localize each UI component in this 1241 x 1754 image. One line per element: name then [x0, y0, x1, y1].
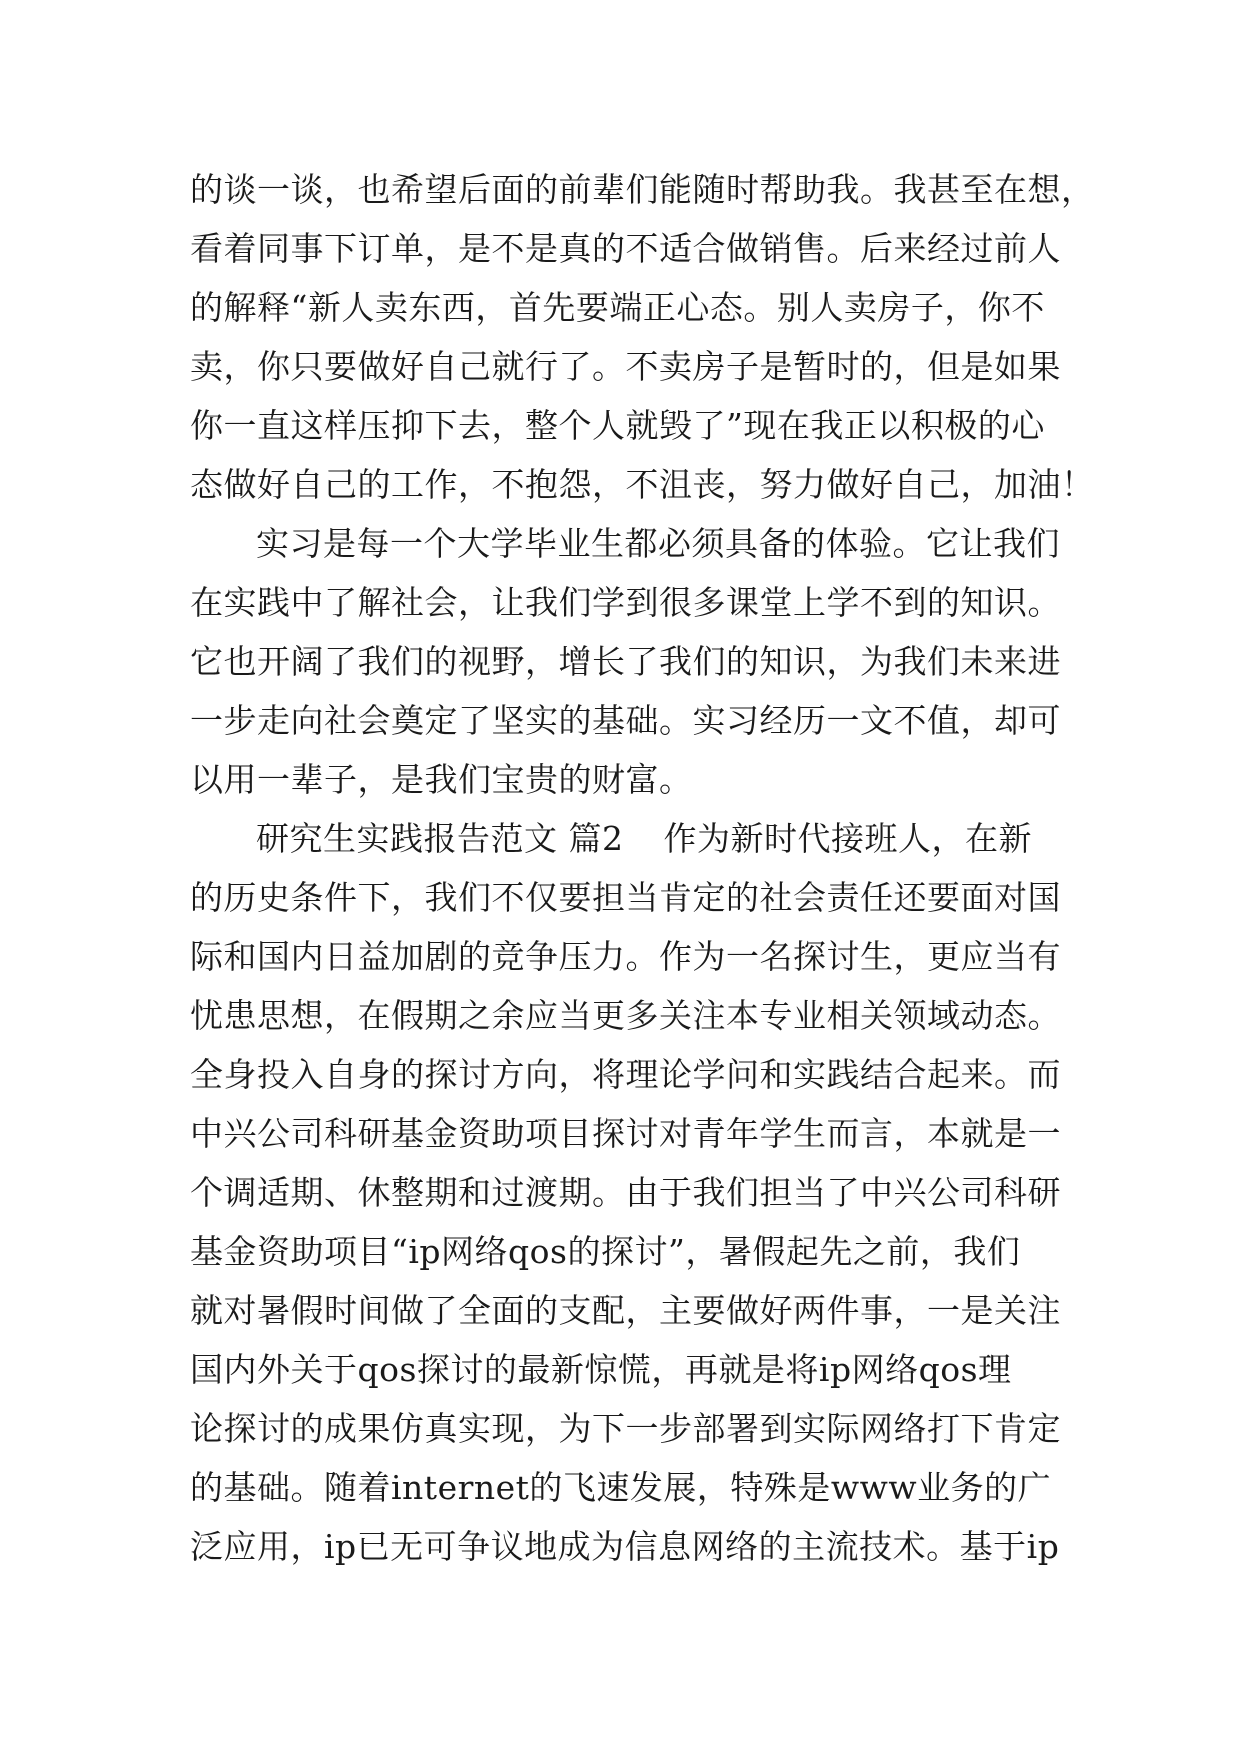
text-line: 的基础。随着internet的飞速发展，特殊是www业务的广 — [190, 1468, 1052, 1507]
text-line: 在实践中了解社会，让我们学到很多课堂上学不到的知识。 — [190, 583, 1061, 622]
text-line: 看着同事下订单，是不是真的不适合做销售。后来经过前人 — [190, 229, 1061, 268]
document-body — [190, 160, 1095, 1576]
text-line: 全身投入自身的探讨方向，将理论学问和实践结合起来。而 — [190, 1055, 1061, 1094]
text-line: 作为新时代接班人，在新 — [663, 819, 1032, 858]
text-line: 一步走向社会奠定了坚实的基础。实习经历一文不值，却可 — [190, 701, 1061, 740]
section-heading: 研究生实践报告范文 篇2 — [256, 819, 624, 858]
text-line: 它也开阔了我们的视野，增长了我们的知识，为我们未来进 — [190, 642, 1061, 681]
text-line: 际和国内日益加剧的竞争压力。作为一名探讨生，更应当有 — [190, 937, 1061, 976]
text-line: 态做好自己的工作，不抱怨，不沮丧，努力做好自己，加油！ — [190, 465, 1095, 504]
text-line: 论探讨的成果仿真实现，为下一步部署到实际网络打下肯定 — [190, 1409, 1061, 1448]
text-line: 泛应用，ip已无可争议地成为信息网络的主流技术。基于ip — [190, 1527, 1060, 1566]
text-line: 的历史条件下，我们不仅要担当肯定的社会责任还要面对国 — [190, 878, 1061, 917]
text-line: 忧患思想，在假期之余应当更多关注本专业相关领域动态。 — [190, 996, 1061, 1035]
text-line: 的解释“新人卖东西，首先要端正心态。别人卖房子，你不 — [190, 288, 1045, 327]
text-line: 个调适期、休整期和过渡期。由于我们担当了中兴公司科研 — [190, 1173, 1061, 1212]
section-heading-line — [190, 809, 1070, 868]
text-line: 就对暑假时间做了全面的支配，主要做好两件事，一是关注 — [190, 1291, 1061, 1330]
text-line: 以用一辈子，是我们宝贵的财富。 — [190, 760, 693, 799]
text-line: 基金资助项目“ip网络qos的探讨”，暑假起先之前，我们 — [190, 1232, 1021, 1271]
text-line: 中兴公司科研基金资助项目探讨对青年学生而言，本就是一 — [190, 1114, 1061, 1153]
text-line: 的谈一谈，也希望后面的前辈们能随时帮助我。我甚至在想， — [190, 170, 1095, 209]
text-line: 卖，你只要做好自己就行了。不卖房子是暂时的，但是如果 — [190, 347, 1061, 386]
text-line: 你一直这样压抑下去，整个人就毁了”现在我正以积极的心 — [190, 406, 1045, 445]
paragraph-first-line: 实习是每一个大学毕业生都必须具备的体验。它让我们 — [256, 524, 1060, 563]
text-line: 国内外关于qos探讨的最新惊慌，再就是将ip网络qos理 — [190, 1350, 1012, 1389]
